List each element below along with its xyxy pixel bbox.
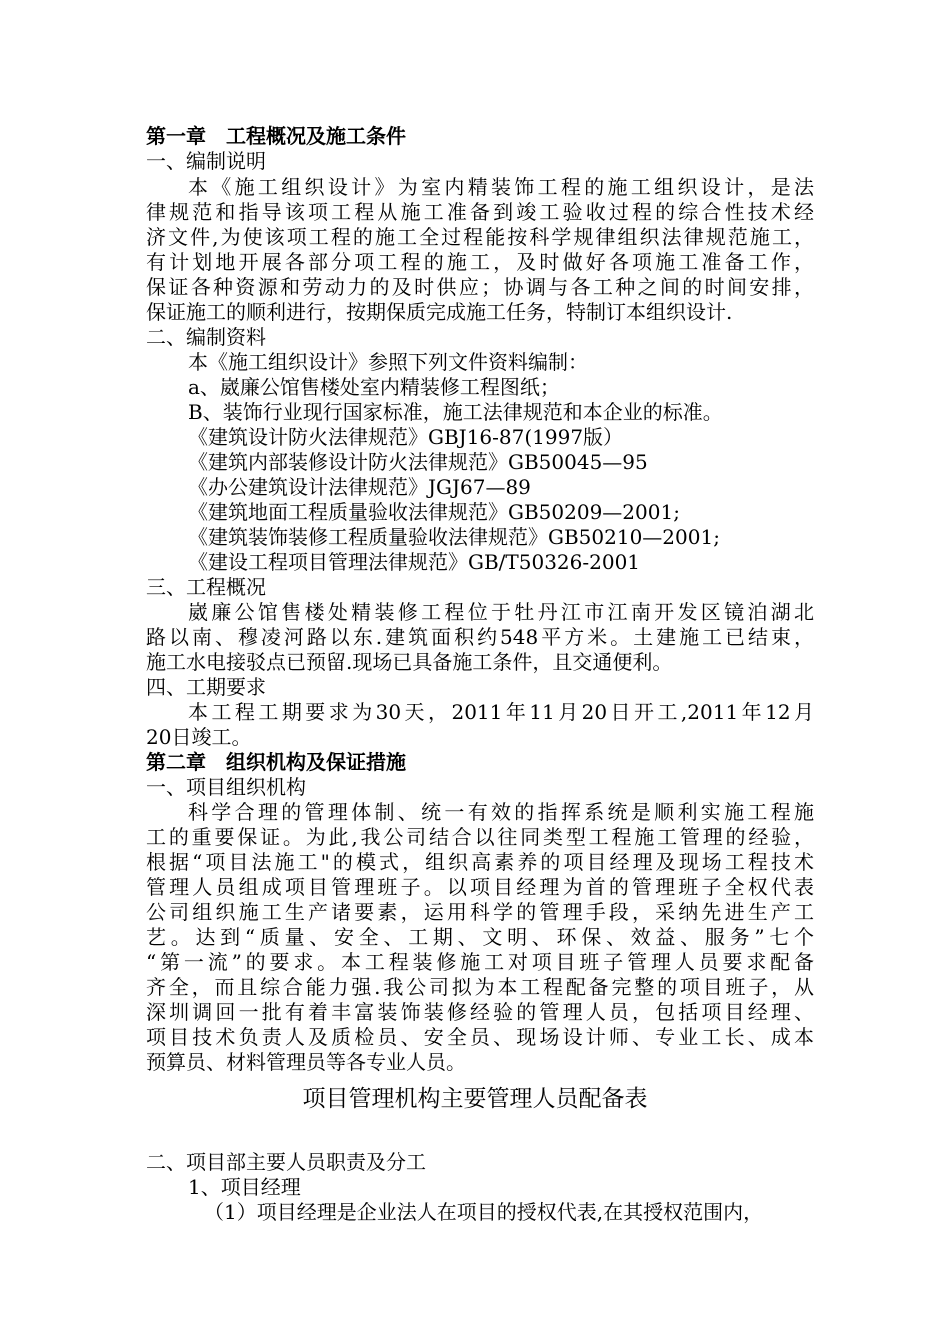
paragraph-line: 路以南、穆凌河路以东.建筑面积约548平方米。土建施工已结束， [146,625,814,649]
section-heading: 一、项目组织机构 [146,775,306,799]
paragraph-line: （1）项目经理是企业法人在项目的授权代表,在其授权范围内， [204,1200,764,1224]
list-item: a、崴廉公馆售楼处室内精装修工程图纸； [188,375,560,399]
section-heading: 三、工程概况 [146,575,266,599]
paragraph-line: 保证施工的顺利进行，按期保质完成施工任务，特制订本组织设计. [146,300,733,324]
paragraph-line: 施工水电接驳点已预留.现场已具备施工条件，且交通便利。 [146,650,673,674]
list-item: B、装饰行业现行国家标准，施工法律规范和本企业的标准。 [188,400,723,424]
table-caption: 项目管理机构主要管理人员配备表 [302,1086,648,1112]
paragraph-line: 根据“项目法施工"的模式，组织高素养的项目经理及现场工程技术 [146,850,814,874]
chapter-2-title: 第二章 组织机构及保证措施 [146,750,406,774]
chapter-1-title: 第一章 工程概况及施工条件 [146,124,406,148]
paragraph-line: 科学合理的管理体制、统一有效的指挥系统是顺利实施工程施 [188,800,814,824]
paragraph-line: 管理人员组成项目管理班子。以项目经理为首的管理班子全权代表 [146,875,814,899]
section-heading: 二、项目部主要人员职责及分工 [146,1150,426,1174]
paragraph-line: 本《施工组织设计》参照下列文件资料编制： [188,350,588,374]
paragraph-line: 项目技术负责人及质检员、安全员、现场设计师、专业工长、成本 [146,1025,814,1049]
paragraph-line: 本工程工期要求为30天，2011年11月20日开工,2011年12月 [188,700,814,724]
paragraph-line: 有计划地开展各部分项工程的施工，及时做好各项施工准备工作， [146,250,814,274]
paragraph-line: 崴廉公馆售楼处精装修工程位于牡丹江市江南开发区镜泊湖北 [188,600,814,624]
reference-item: 《建筑设计防火法律规范》GBJ16-87(1997版） [188,425,624,449]
paragraph-line: 济文件,为使该项工程的施工全过程能按科学规律组织法律规范施工， [146,225,814,249]
paragraph-line: 预算员、材料管理员等各专业人员。 [146,1050,466,1074]
section-heading: 二、编制资料 [146,325,266,349]
paragraph-line: 工的重要保证。为此,我公司结合以往同类型工程施工管理的经验， [146,825,814,849]
paragraph-line: 公司组织施工生产诸要素，运用科学的管理手段，采纳先进生产工 [146,900,814,924]
subsection-heading: 1、项目经理 [188,1175,301,1199]
paragraph-line: 深圳调回一批有着丰富装饰装修经验的管理人员，包括项目经理、 [146,1000,814,1024]
paragraph-line: 齐全，而且综合能力强.我公司拟为本工程配备完整的项目班子，从 [146,975,814,999]
paragraph-line: 律规范和指导该项工程从施工准备到竣工验收过程的综合性技术经 [146,200,814,224]
reference-item: 《办公建筑设计法律规范》JGJ67—89 [188,475,531,499]
reference-item: 《建筑内部装修设计防火法律规范》GB50045—95 [188,450,648,474]
paragraph-line: 艺。达到“质量、安全、工期、文明、环保、效益、服务”七个 [146,925,814,949]
reference-item: 《建筑地面工程质量验收法律规范》GB50209—2001; [188,500,680,524]
paragraph-line: 保证各种资源和劳动力的及时供应；协调与各工种之间的时间安排， [146,275,814,299]
reference-item: 《建筑装饰装修工程质量验收法律规范》GB50210—2001; [188,525,720,549]
paragraph-line: “第一流”的要求。本工程装修施工对项目班子管理人员要求配备 [146,950,814,974]
section-heading: 四、工期要求 [146,675,266,699]
section-heading: 一、编制说明 [146,149,266,173]
paragraph-line: 本《施工组织设计》为室内精装饰工程的施工组织设计，是法 [188,175,814,199]
paragraph-line: 20日竣工。 [146,725,252,749]
reference-item: 《建设工程项目管理法律规范》GB/T50326-2001 [188,550,641,574]
